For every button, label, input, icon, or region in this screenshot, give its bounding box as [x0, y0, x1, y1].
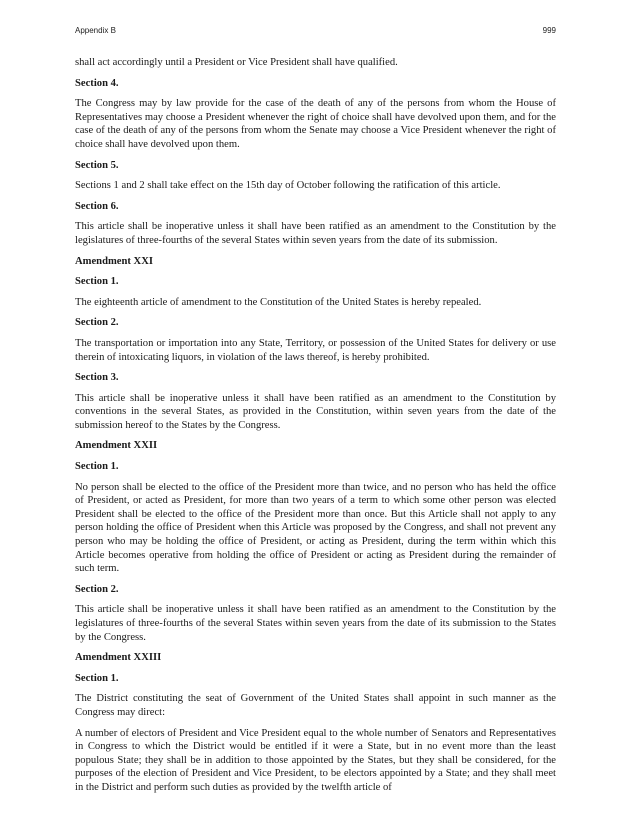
section-heading: Section 3.: [75, 372, 119, 384]
paragraph: No person shall be elected to the office of the President more than twice, and no person who has held the office of President, or acted as President, for more than two years of a term to which some other person was elected President shall be elected to the office of the President more than once. But this Article shall not apply to any person holding the office of President when this Article was proposed by the Congress, and shall not prevent any person who may be holding the office of President, or acting as President, during the term within which this Article becomes operative from holding the office of President or acting as President during the remainder of such term.: [75, 481, 556, 575]
page-number: 999: [542, 26, 556, 35]
section-heading: Section 4.: [75, 77, 119, 89]
section-heading: Section 1.: [75, 672, 119, 684]
paragraph: The Congress may by law provide for the case of the death of any of the persons from whom the House of Representatives may choose a President whenever the right of choice shall have devolved upon them, and for the case of the death of any of the persons from whom the Senate may choose a Vice President whenever the right of choice shall have devolved upon them.: [75, 98, 556, 150]
section-heading: Section 5.: [75, 159, 119, 171]
amendment-heading: Amendment XXIII: [75, 652, 162, 664]
paragraph: The transportation or importation into any State, Territory, or possession of the United States for delivery or use therein of intoxicating liquors, in violation of the laws thereof, is hereby prohibited.: [75, 337, 556, 363]
section-heading: Section 1.: [75, 461, 119, 473]
section-heading: Section 1.: [75, 276, 119, 288]
document-body: [75, 56, 556, 802]
paragraph: This article shall be inoperative unless it shall have been ratified as an amendment to the Constitution by the legislatures of three-fourths of the several States within seven years from the date of its submission to the States by the Congress.: [75, 604, 556, 643]
section-heading: Section 2.: [75, 583, 119, 595]
paragraph: This article shall be inoperative unless it shall have been ratified as an amendment to the Constitution by conventions in the several States, as provided in the Constitution, within seven years from the date of the submission hereof to the States by the Congress.: [75, 392, 556, 431]
amendment-heading: Amendment XXII: [75, 440, 158, 452]
paragraph: Sections 1 and 2 shall take effect on the 15th day of October following the ratification of this article.: [75, 180, 501, 192]
paragraph: The District constituting the seat of Government of the United States shall appoint in such manner as the Congress may direct:: [75, 693, 556, 718]
header-section-label: Appendix B: [75, 26, 116, 35]
paragraph: The eighteenth article of amendment to the Constitution of the United States is hereby repealed.: [75, 296, 482, 308]
paragraph: This article shall be inoperative unless it shall have been ratified as an amendment to the Constitution by the legislatures of three-fourths of the several States within seven years from the date of its submission.: [75, 221, 556, 246]
paragraph: A number of electors of President and Vice President equal to the whole number of Senators and Representatives in Congress to which the District would be entitled if it were a State, but in no event more than the least populous State; they shall be in addition to those appointed by the States, but they shall be considered, for the purposes of the election of President and Vice President, to be electors appointed by a State; and they shall meet in the District and perform such duties as provided by the twelfth article of: [75, 727, 556, 793]
section-heading: Section 6.: [75, 200, 119, 212]
amendment-heading: Amendment XXI: [75, 255, 153, 267]
section-heading: Section 2.: [75, 317, 119, 329]
paragraph: shall act accordingly until a President or Vice President shall have qualified.: [75, 57, 398, 68]
